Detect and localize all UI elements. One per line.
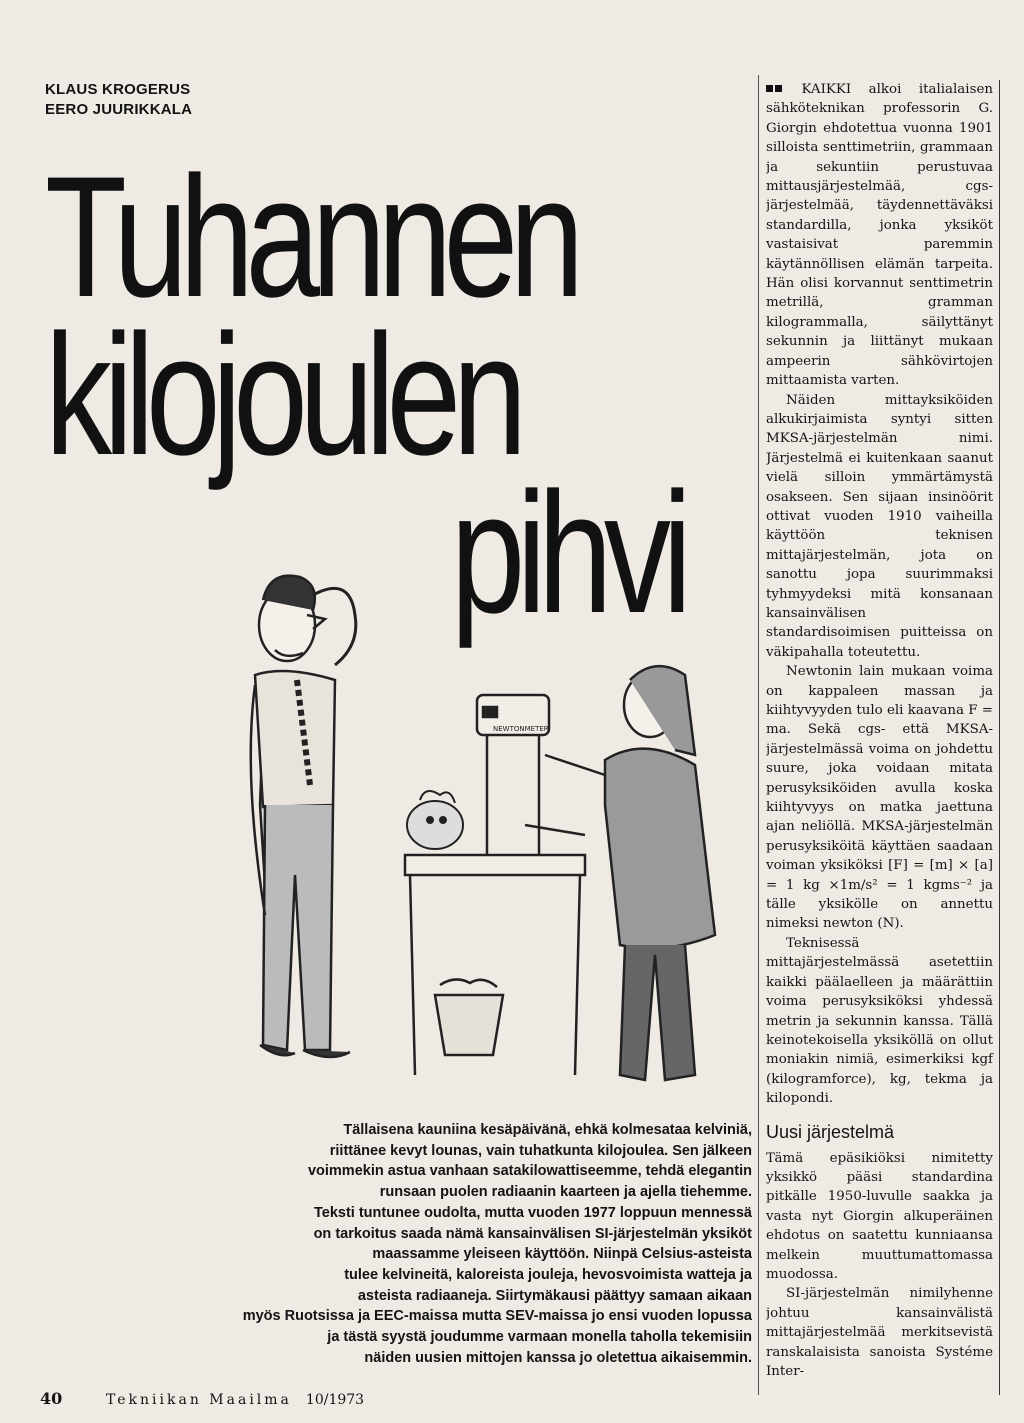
body-paragraph: Teknisessä mittajärjestelmässä asetettiin kaikki päälaelleen ja määrättiin voima perusyksiköksi yhdessä metrin ja sekunnin kanssa. Tällä keinotekoisella yksiköllä on ollut moniakin nimiä, esimerkiksi kgf (kilogramforce), kg, tekma ja kilopondi. <box>766 935 993 1107</box>
lead-line: on tarkoitus saada nämä kansainvälisen SI-järjestelmän yksiköt <box>313 1225 752 1242</box>
lead-line: Teksti tuntunee oudolta, mutta vuoden 1977 loppuun mennessä <box>313 1204 752 1221</box>
section-marker-icon <box>775 85 782 92</box>
section-subheading: Uusi järjestelmä <box>766 1121 895 1142</box>
lead-line: asteista radiaaneja. Siirtymäkausi päättyy samaan aikaan <box>357 1287 752 1304</box>
issue-number: 10/1973 <box>305 1392 365 1408</box>
lead-line: ja tästä syystä joudumme varmaan monella taholla tekemisiin <box>327 1329 752 1346</box>
lead-line: näiden uusien mittojen kanssa jo oletettua aikaisemmin. <box>364 1349 752 1366</box>
lead-line: Tällaisena kauniina kesäpäivänä, ehkä kolmesataa kelviniä, <box>343 1122 752 1138</box>
author-byline <box>45 80 192 120</box>
author-name: KLAUS KROGERUS <box>45 81 191 98</box>
column-divider <box>758 75 759 1395</box>
lead-line: voimmekin astua vanhaan satakilowattiseemme, tehdä elegantin <box>307 1163 752 1180</box>
lead-line: tulee kelvineitä, kaloreista jouleja, hevosvoimista watteja ja <box>344 1266 752 1283</box>
body-paragraph <box>766 80 993 391</box>
magazine-name: Tekniikan Maailma <box>106 1392 292 1408</box>
page-number: 40 <box>40 1389 63 1408</box>
body-text-column <box>766 80 1000 1395</box>
lead-line: myös Ruotsissa ja EEC-maissa mutta SEV-maissa jo ensi vuoden lopussa <box>242 1308 752 1325</box>
body-paragraph-text: KAIKKI alkoi italialaisen sähköteknikan professorin G. Giorgin ehdotettua vuonna 1901 silloista senttimetriin, grammaan ja sekuntiin perustuvaa mittausjärjestelmää, cgs-järjestelmää, täydennettäväksi standardilla, jonka yksiköt vastaisivat paremmin käytännöllisen elämän tarpeita. Hän olisi korvannut senttimetrin metrillä, gramman kilogrammalla, säilyttänyt sekunnin ja liittänyt mukaan ampeerin sähkövirtojen mittaamista varten. <box>766 82 993 389</box>
lead-line: maassamme yleiseen käyttöön. Niinpä Celsius-asteista <box>372 1246 752 1263</box>
body-paragraph: SI-järjestelmän nimilyhenne johtuu kansainvälistä mittajärjestelmää merkitsevistä ranskalaisista sanoista Systéme Inter- <box>766 1286 993 1379</box>
trash-bucket <box>435 979 503 1055</box>
fish-on-scale <box>407 791 463 849</box>
headline-line: kilojoulen <box>45 299 519 491</box>
body-paragraph: Newtonin lain mukaan voima on kappaleen massan ja kiihtyvyyden tulo eli kaavana F = ma. Sekä cgs- että MKSA-järjestelmässä voima on johdettu suure, joka voidaan mitata perusyksiköiden avulla koska kiihtyvyys on matka jaettuna ajan neliöllä. MKSA-järjestelmän perusyksiköitä käyttäen saadaan voiman yksiköksi [F] = [m] × [a] = 1 kg ×1m/s² = 1 kgms⁻² ja tälle yksikölle on annettu nimeksi newton (N). <box>766 664 993 932</box>
page-footer <box>40 1389 364 1408</box>
lead-paragraph <box>130 1120 752 1368</box>
cartoon-illustration <box>225 555 755 1085</box>
section-marker-icon <box>766 85 773 92</box>
scale-label: NEWTONMETER <box>493 725 549 733</box>
confused-man-figure <box>251 576 356 1057</box>
lead-line: riittänee kevyt lounas, vain tuhatkunta kilojoulea. Sen jälkeen <box>329 1142 752 1159</box>
headline-line: pihvi <box>450 457 684 649</box>
headline-line: Tuhannen <box>45 141 576 333</box>
body-paragraph: Tämä epäsikiöksi nimitetty yksikkö pääsi standardina pitkälle 1950-luvulle saakka ja vasta nyt Giorgin alkuperäinen ehdotus on saatettu kunniaansa melkein muuttumattomassa muodossa. <box>766 1150 993 1282</box>
body-paragraph: Näiden mittayksiköiden alkukirjaimista syntyi sitten MKSA-järjestelmän nimi. Järjestelmä ei kuitenkaan saanut vielä silloin ymmärtämystä osakseen. Sen sijaan insinöörit ottivat vuoden 1910 vaiheilla käyttöön teknisen mittajärjestelmän, jota on sanottu jopa suurimmaksi tyhmyydeksi mitä konsanaan kansainvälisen standardisoimisen puitteissa on väkipahalla toteutettu. <box>766 392 993 660</box>
author-name: EERO JUURIKKALA <box>45 101 193 118</box>
lead-line: runsaan puolen radiaanin kaarteen ja ajella tiehemme. <box>379 1184 752 1201</box>
